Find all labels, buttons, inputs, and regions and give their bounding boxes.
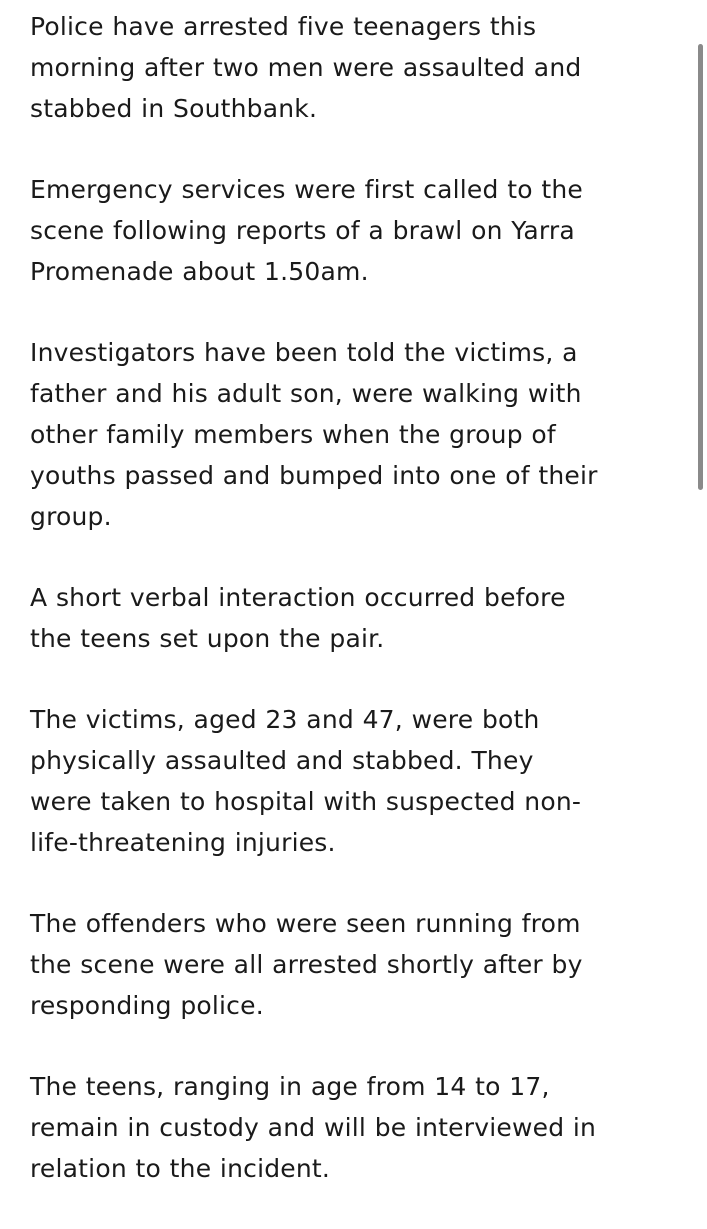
paragraph-line: Police have arrested five teenagers this (30, 12, 537, 41)
paragraph-line: responding police. (30, 991, 264, 1020)
paragraph-line: Emergency services were first called to the (30, 175, 583, 204)
paragraph-line: scene following reports of a brawl on Yarra (30, 216, 575, 245)
paragraph-3 (30, 332, 690, 537)
paragraph-line: A short verbal interaction occurred before (30, 583, 566, 612)
paragraph-line: group. (30, 502, 112, 531)
paragraph-line: were taken to hospital with suspected non- (30, 787, 582, 816)
paragraph-line: father and his adult son, were walking with (30, 379, 582, 408)
paragraph-line: physically assaulted and stabbed. They (30, 746, 534, 775)
paragraph-line: The teens, ranging in age from 14 to 17, (30, 1072, 550, 1101)
paragraph-2 (30, 169, 690, 292)
article-body (30, 6, 690, 1229)
paragraph-1 (30, 6, 690, 129)
paragraph-line: morning after two men were assaulted and (30, 53, 582, 82)
paragraph-line: The offenders who were seen running from (30, 909, 581, 938)
paragraph-line: Investigators have been told the victims, a (30, 338, 578, 367)
paragraph-line: The victims, aged 23 and 47, were both (30, 705, 540, 734)
paragraph-line: relation to the incident. (30, 1154, 331, 1183)
paragraph-6 (30, 903, 690, 1026)
paragraph-line: the scene were all arrested shortly after by (30, 950, 583, 979)
paragraph-line: youths passed and bumped into one of their (30, 461, 598, 490)
paragraph-5 (30, 699, 690, 863)
paragraph-line: the teens set upon the pair. (30, 624, 385, 653)
paragraph-line: other family members when the group of (30, 420, 556, 449)
paragraph-line: remain in custody and will be interviewed in (30, 1113, 597, 1142)
paragraph-4 (30, 577, 690, 659)
scrollbar-thumb[interactable] (698, 44, 703, 490)
paragraph-7 (30, 1066, 690, 1189)
paragraph-line: Promenade about 1.50am. (30, 257, 369, 286)
paragraph-line: life-threatening injuries. (30, 828, 336, 857)
paragraph-line: stabbed in Southbank. (30, 94, 318, 123)
